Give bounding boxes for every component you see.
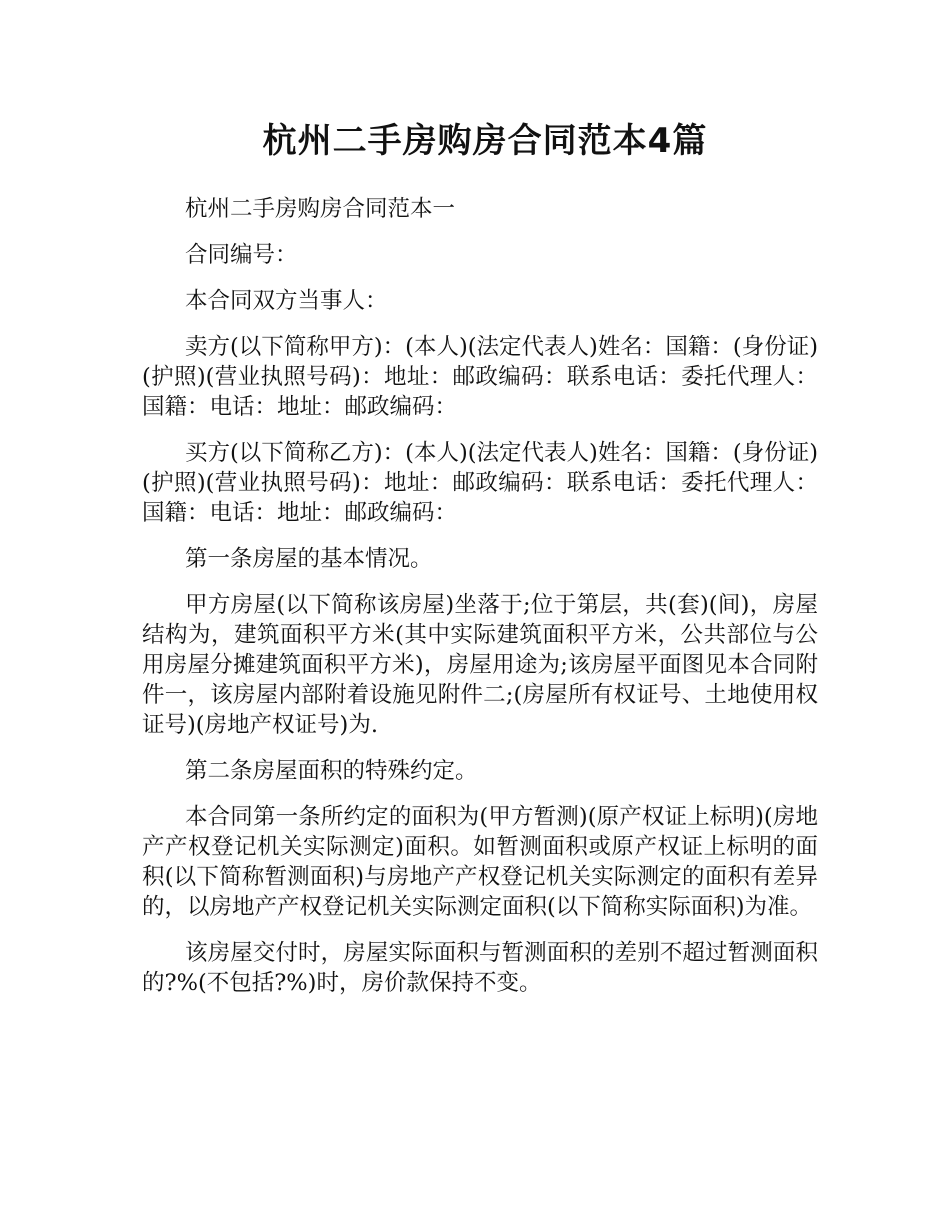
document-body: [142, 194, 818, 998]
paragraph-article-1-body: 甲方房屋(以下简称该房屋)坐落于;位于第层，共(套)(间)，房屋结构为，建筑面积平方米(其中实际建筑面积平方米，公共部位与公用房屋分摊建筑面积平方米)，房屋用途为;该房屋平面图见本合同附件一，该房屋内部附着设施见附件二;(房屋所有权证号、土地使用权证号)(房地产权证号)为.: [142, 592, 818, 738]
paragraph-article-2-title: 第二条房屋面积的特殊约定。: [185, 758, 478, 784]
document-title: 杭州二手房购房合同范本4篇: [262, 121, 708, 161]
paragraph-article-2-body: 本合同第一条所约定的面积为(甲方暂测)(原产权证上标明)(房地产产权登记机关实际测定)面积。如暂测面积或原产权证上标明的面积(以下简称暂测面积)与房地产产权登记机关实际测定的面积有差异的，以房地产产权登记机关实际测定面积(以下简称实际面积)为准。: [142, 804, 818, 920]
paragraph-contract-number: 合同编号：: [185, 242, 298, 268]
paragraph-buyer: 买方(以下简称乙方)：(本人)(法定代表人)姓名：国籍：(身份证)(护照)(营业执照号码)：地址：邮政编码：联系电话：委托代理人：国籍：电话：地址：邮政编码：: [142, 440, 818, 526]
paragraph-contract-heading: 杭州二手房购房合同范本一: [185, 196, 456, 222]
paragraph-article-1-title: 第一条房屋的基本情况。: [185, 546, 433, 572]
paragraph-area-tolerance: 该房屋交付时，房屋实际面积与暂测面积的差别不超过暂测面积的?%(不包括?%)时，房价款保持不变。: [142, 940, 818, 996]
paragraph-parties: 本合同双方当事人：: [185, 288, 388, 314]
paragraph-seller: 卖方(以下简称甲方)：(本人)(法定代表人)姓名：国籍：(身份证)(护照)(营业执照号码)：地址：邮政编码：联系电话：委托代理人：国籍：电话：地址：邮政编码：: [142, 334, 818, 420]
